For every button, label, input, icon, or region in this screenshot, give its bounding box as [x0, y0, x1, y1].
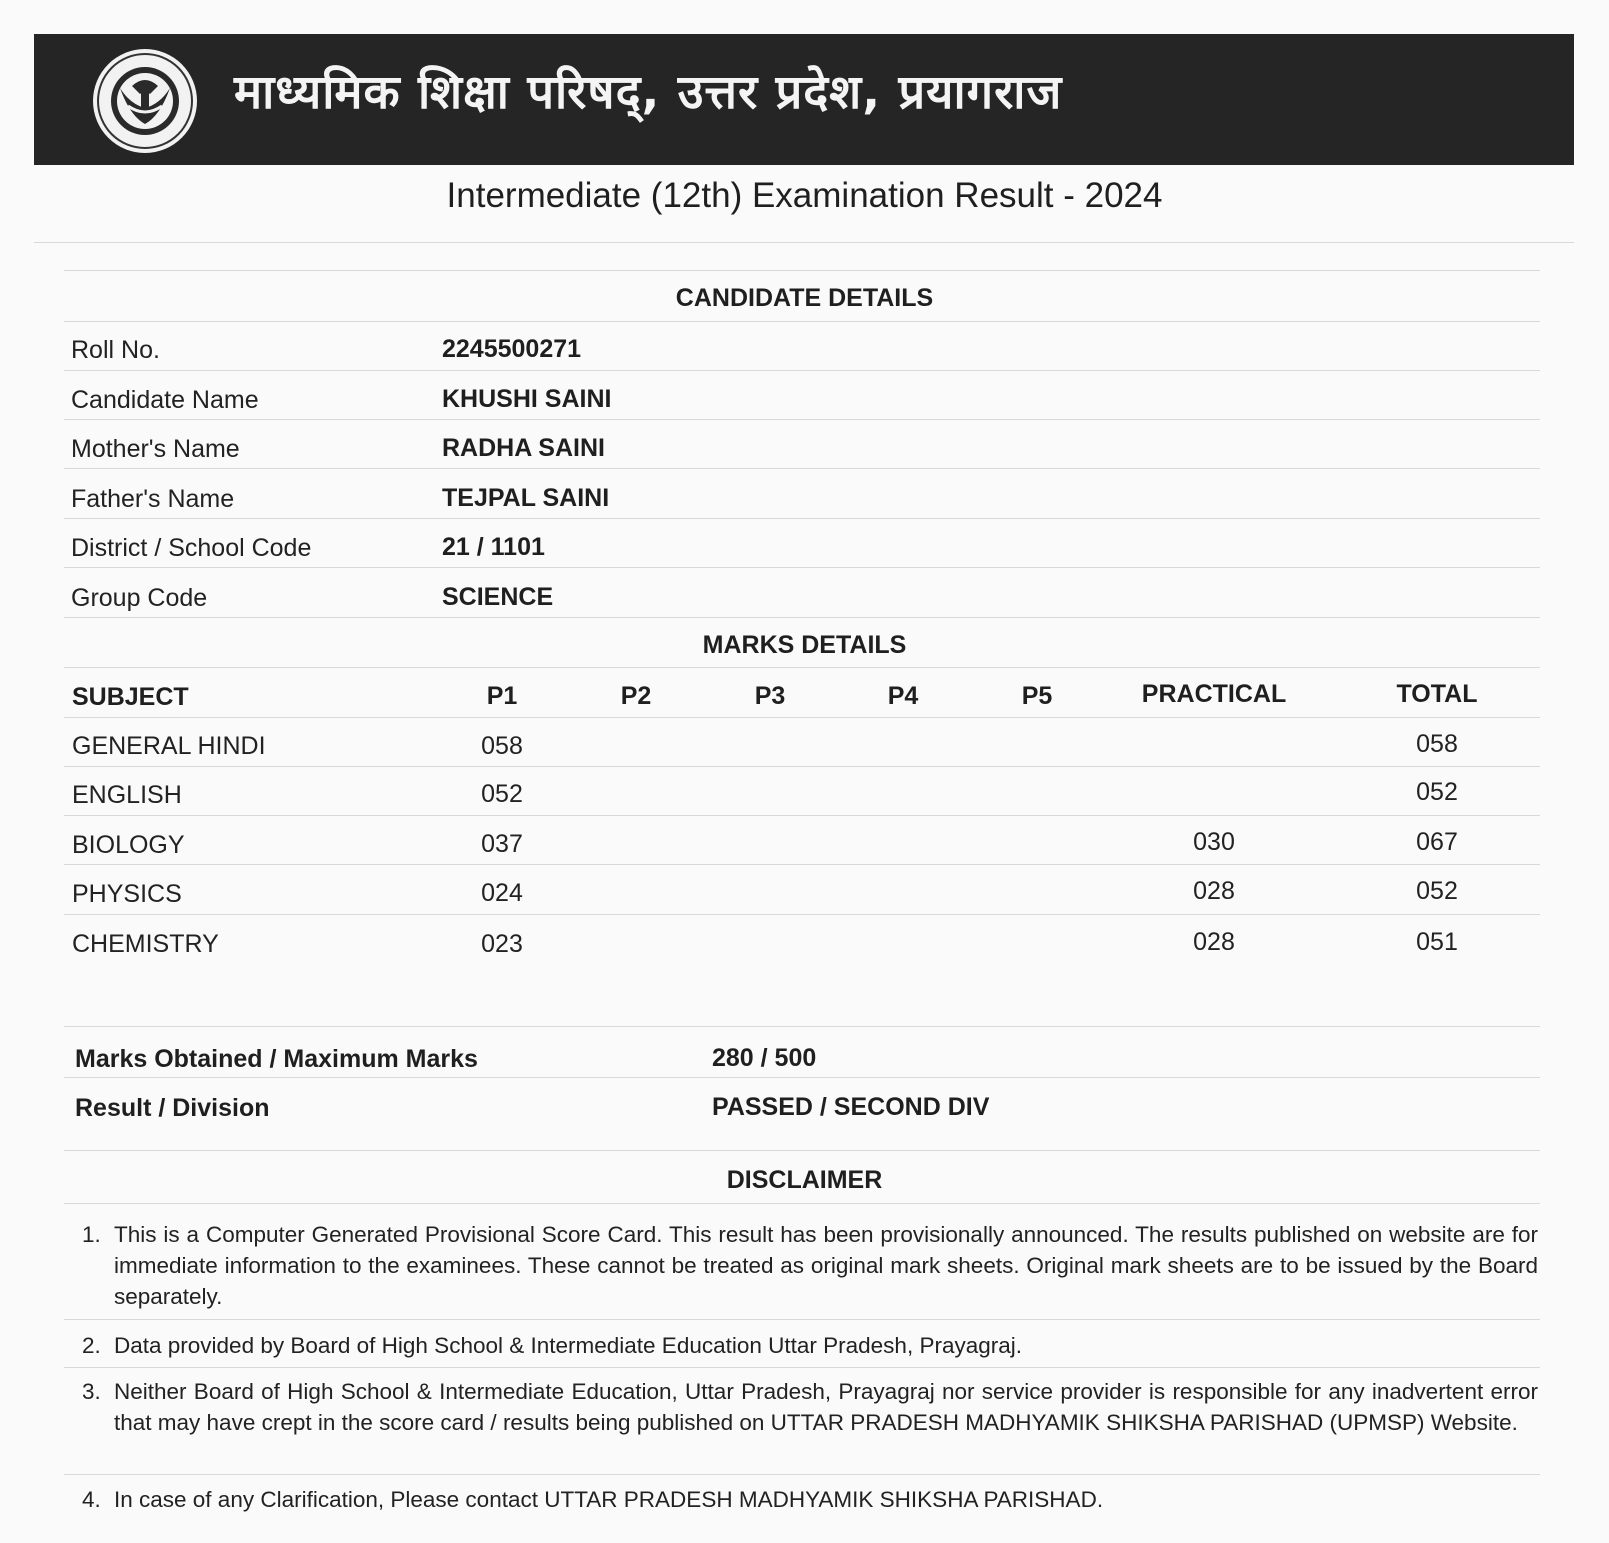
divider	[64, 914, 1540, 915]
divider	[64, 1203, 1540, 1204]
list-item-number: 2.	[82, 1333, 101, 1358]
column-header: P4	[887, 682, 919, 710]
p1-cell: 023	[481, 930, 523, 958]
column-header: P5	[1021, 682, 1053, 710]
divider	[64, 1077, 1540, 1078]
p1-cell: 052	[481, 780, 523, 808]
list-item	[82, 1484, 1538, 1515]
divider	[64, 567, 1540, 568]
divider	[64, 1474, 1540, 1475]
result-division-value: PASSED / SECOND DIV	[712, 1093, 990, 1121]
divider	[64, 717, 1540, 718]
page-title: Intermediate (12th) Examination Result - 2024	[446, 176, 1163, 215]
total-cell: 067	[1416, 828, 1458, 856]
group-code-label: Group Code	[71, 584, 208, 612]
list-item-number: 3.	[82, 1379, 101, 1404]
mothers-name-value: RADHA SAINI	[442, 434, 605, 462]
practical-cell: 028	[1193, 928, 1235, 956]
list-item	[82, 1219, 1538, 1312]
candidate-name-value: KHUSHI SAINI	[442, 385, 612, 413]
divider	[64, 667, 1540, 668]
roll-no-label: Roll No.	[71, 336, 160, 364]
divider	[64, 1150, 1540, 1151]
marks-obtained-label: Marks Obtained / Maximum Marks	[75, 1045, 478, 1073]
divider	[64, 617, 1540, 618]
disclaimer-title: DISCLAIMER	[726, 1166, 883, 1194]
divider	[64, 419, 1540, 420]
list-item	[82, 1376, 1538, 1438]
board-name-hindi: माध्यमिक शिक्षा परिषद्, उत्तर प्रदेश, प्रयागराज	[234, 65, 1063, 120]
column-header: P1	[486, 682, 518, 710]
fathers-name-value: TEJPAL SAINI	[442, 484, 610, 512]
up-government-emblem-icon	[90, 46, 200, 156]
result-division-label: Result / Division	[75, 1094, 270, 1122]
column-header: TOTAL	[1396, 680, 1478, 708]
divider	[64, 270, 1540, 271]
subject-cell: CHEMISTRY	[72, 930, 219, 958]
candidate-details-title: CANDIDATE DETAILS	[675, 284, 934, 312]
list-item-text: Neither Board of High School & Intermediate Education, Uttar Pradesh, Prayagraj nor service provider is responsible for any inadvertent error that may have crept in the score card / results being published on UTTAR PRADESH MADHYAMIK SHIKSHA PARISHAD (UPMSP) Website.	[114, 1379, 1538, 1435]
marks-obtained-value: 280 / 500	[712, 1044, 817, 1072]
list-item-number: 4.	[82, 1487, 101, 1512]
divider	[64, 468, 1540, 469]
p1-cell: 058	[481, 732, 523, 760]
header-banner	[34, 34, 1574, 165]
fathers-name-label: Father's Name	[71, 485, 235, 513]
divider	[64, 766, 1540, 767]
divider	[64, 518, 1540, 519]
subject-cell: BIOLOGY	[72, 831, 185, 859]
divider	[64, 864, 1540, 865]
divider	[64, 815, 1540, 816]
district-school-code-label: District / School Code	[71, 534, 312, 562]
roll-no-value: 2245500271	[442, 335, 582, 363]
divider	[64, 321, 1540, 322]
divider	[64, 1319, 1540, 1320]
column-header: PRACTICAL	[1141, 680, 1287, 708]
list-item	[82, 1330, 1538, 1361]
list-item-number: 1.	[82, 1222, 101, 1247]
divider	[64, 1026, 1540, 1027]
total-cell: 052	[1416, 778, 1458, 806]
total-cell: 052	[1416, 877, 1458, 905]
total-cell: 051	[1416, 928, 1458, 956]
p1-cell: 037	[481, 830, 523, 858]
subject-cell: ENGLISH	[72, 781, 182, 809]
p1-cell: 024	[481, 879, 523, 907]
district-school-code-value: 21 / 1101	[442, 533, 545, 561]
divider	[64, 1367, 1540, 1368]
subject-cell: GENERAL HINDI	[72, 732, 266, 760]
divider	[64, 370, 1540, 371]
marks-details-title: MARKS DETAILS	[702, 631, 907, 659]
column-header: P3	[754, 682, 786, 710]
practical-cell: 030	[1193, 828, 1235, 856]
list-item-text: This is a Computer Generated Provisional Score Card. This result has been provisionally announced. The results published on website are for immediate information to the examinees. These cannot be treated as original mark sheets. Original mark sheets are to be issued by the Board separately.	[114, 1222, 1538, 1309]
list-item-text: Data provided by Board of High School & Intermediate Education Uttar Pradesh, Prayagraj.	[114, 1333, 1022, 1358]
candidate-name-label: Candidate Name	[71, 386, 259, 414]
group-code-value: SCIENCE	[442, 583, 554, 611]
list-item-text: In case of any Clarification, Please contact UTTAR PRADESH MADHYAMIK SHIKSHA PARISHAD.	[114, 1487, 1104, 1512]
column-header: SUBJECT	[72, 683, 189, 711]
total-cell: 058	[1416, 730, 1458, 758]
practical-cell: 028	[1193, 877, 1235, 905]
mothers-name-label: Mother's Name	[71, 435, 240, 463]
divider	[34, 242, 1574, 243]
column-header: P2	[620, 682, 652, 710]
subject-cell: PHYSICS	[72, 880, 182, 908]
